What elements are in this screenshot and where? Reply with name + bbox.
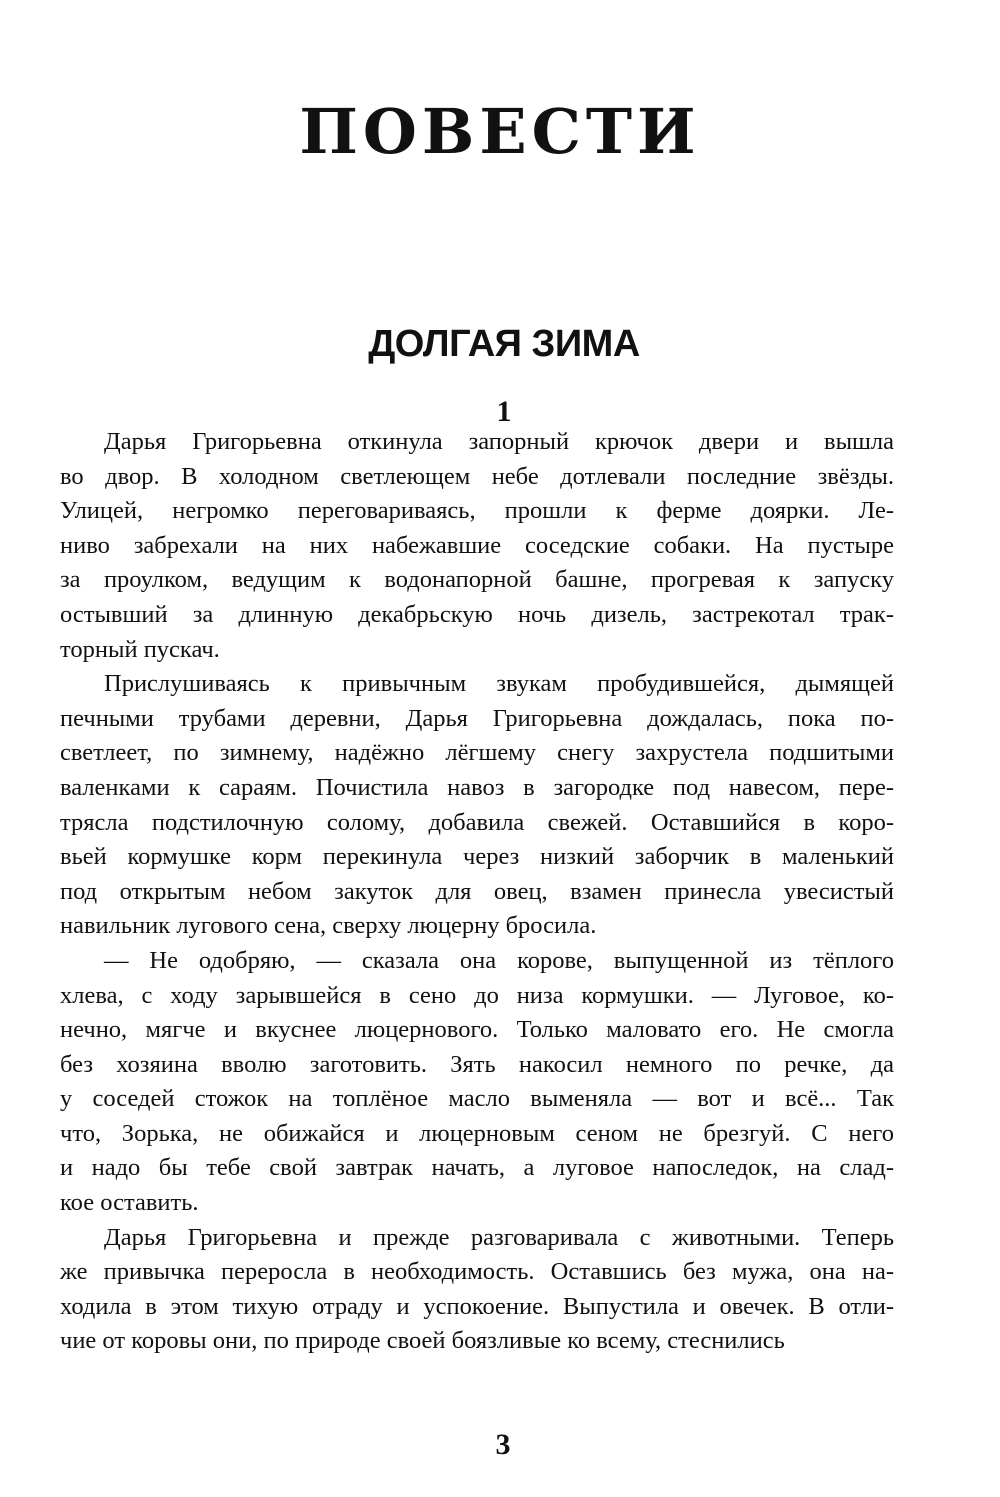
text-line: же привычка переросла в необходимость. Оставшись без мужа, она на- — [60, 1258, 894, 1286]
story-title: ДОЛГАЯ ЗИМА — [368, 323, 640, 365]
text-line: и надо бы тебе свой завтрак начать, а луговое напоследок, на слад- — [60, 1154, 894, 1182]
text-line: — Не одобряю, — сказала она корове, выпущенной из тёплого — [104, 946, 894, 974]
text-line: торный пускач. — [60, 635, 220, 663]
body-text — [60, 425, 894, 1359]
text-line: у соседей стожок на топлёное масло выменяла — вот и всё... Так — [60, 1085, 894, 1113]
text-line: Дарья Григорьевна откинула запорный крючок двери и вышла — [104, 428, 894, 455]
section-title: ПОВЕСТИ — [299, 95, 701, 168]
text-line: за проулком, ведущим к водонапорной башне, прогревая к запуску — [60, 566, 894, 594]
text-line: кое оставить. — [60, 1189, 199, 1217]
text-line: печными трубами деревни, Дарья Григорьевна дождалась, пока по- — [60, 704, 894, 732]
text-line: Улицей, негромко переговариваясь, прошли к ферме доярки. Ле- — [60, 497, 894, 525]
text-line: хлева, с ходу зарывшейся в сено до низа кормушки. — Луговое, ко- — [60, 981, 894, 1009]
paragraph — [60, 1221, 894, 1359]
text-line: во двор. В холодном светлеющем небе дотлевали последние звёзды. — [60, 462, 894, 490]
text-line: Прислушиваясь к привычным звукам пробудившейся, дымящей — [104, 670, 894, 698]
text-line: валенками к сараям. Почистила навоз в загородке под навесом, пере- — [60, 773, 894, 801]
paragraph — [60, 667, 894, 944]
text-line: ходила в этом тихую отраду и успокоение. Выпустила и овечек. В отли- — [60, 1292, 894, 1320]
text-line: под открытым небом закуток для овец, взамен принесла увесистый — [60, 877, 894, 905]
text-line: что, Зорька, не обижайся и люцерновым сеном не брезгуй. С него — [60, 1119, 894, 1147]
text-line: без хозяина вволю заготовить. Зять накосил немного по речке, да — [60, 1050, 894, 1078]
text-line: ниво забрехали на них набежавшие соседские собаки. На пустыре — [60, 531, 894, 559]
page-number: 3 — [495, 1428, 511, 1461]
text-line: остывший за длинную декабрьскую ночь дизель, застрекотал трак- — [60, 600, 894, 628]
text-line: чие от коровы они, по природе своей боязливые ко всему, стеснились — [60, 1327, 785, 1355]
text-line: нечно, мягче и вкуснее люцернового. Только маловато его. Не смогла — [60, 1016, 894, 1044]
text-line: Дарья Григорьевна и прежде разговаривала с животными. Теперь — [104, 1223, 894, 1251]
text-line: навильник лугового сена, сверху люцерну бросила. — [60, 912, 597, 940]
paragraph — [60, 425, 894, 667]
text-line: вьей кормушке корм перекинула через низкий заборчик в маленький — [60, 843, 894, 871]
text-line: трясла подстилочную солому, добавила свежей. Оставшийся в коро- — [60, 808, 894, 836]
text-line: светлеет, по зимнему, надёжно лёгшему снегу захрустела подшитыми — [60, 739, 894, 767]
chapter-number: 1 — [496, 395, 512, 428]
paragraph — [60, 944, 894, 1221]
